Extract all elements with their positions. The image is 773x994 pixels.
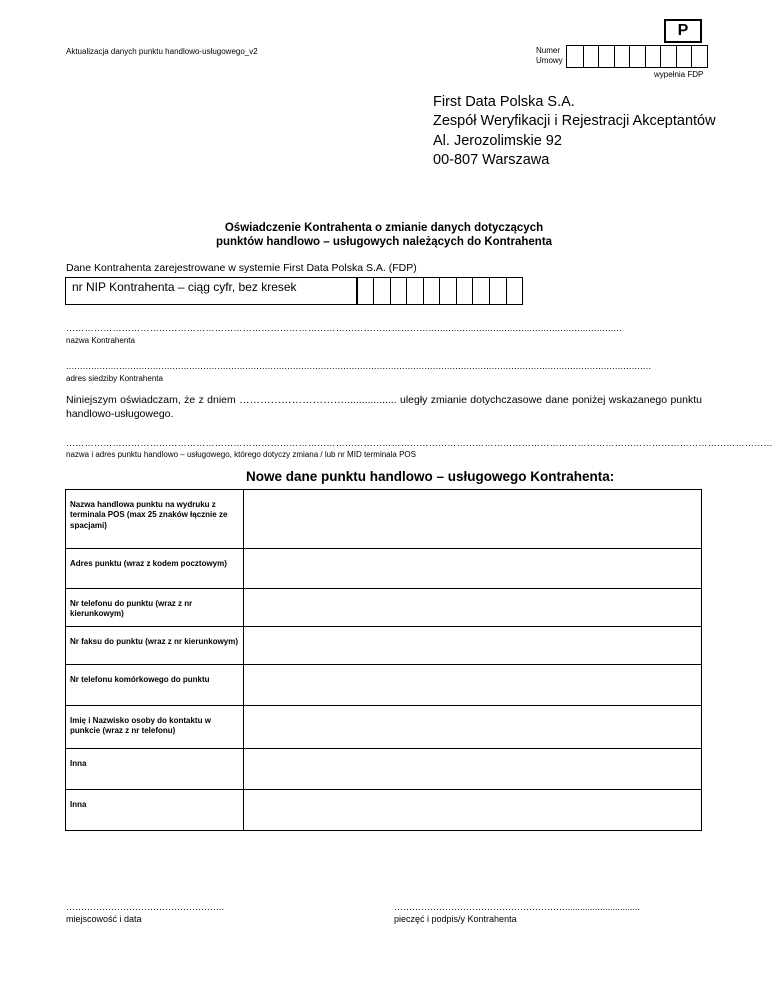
contract-digit-cell[interactable]	[567, 46, 583, 67]
nip-digit-cell[interactable]	[456, 278, 473, 304]
nip-digit-cell[interactable]	[373, 278, 390, 304]
recipient-line: Al. Jerozolimskie 92	[433, 132, 562, 149]
contract-number-field[interactable]	[566, 45, 708, 68]
field-value-cell[interactable]	[243, 790, 701, 831]
contractor-intro: Dane Kontrahenta zarejestrowane w systemie First Data Polska S.A. (FDP)	[66, 262, 417, 274]
table-row	[66, 589, 702, 627]
p-marker: P	[664, 19, 702, 43]
nip-digit-cell[interactable]	[506, 278, 523, 304]
place-date-caption: miejscowość i data	[66, 914, 142, 924]
contract-digit-cell[interactable]	[598, 46, 614, 67]
field-value-cell[interactable]	[243, 665, 701, 706]
nip-digit-cell[interactable]	[489, 278, 506, 304]
point-identifier-line[interactable]: …………………………………………………………………………………………………………………………………………………………………………………………………………	[66, 438, 773, 448]
contract-digit-cell[interactable]	[676, 46, 692, 67]
numer-umowy-label	[536, 46, 563, 65]
document-title	[0, 222, 768, 249]
contract-digit-cell[interactable]	[614, 46, 630, 67]
field-label: Nazwa handlowa punktu na wydruku z terminala POS (max 25 znaków łącznie ze spacjami)	[66, 490, 244, 549]
new-data-heading: Nowe dane punktu handlowo – usługowego Kontrahenta:	[246, 469, 615, 484]
field-value-cell[interactable]	[243, 706, 701, 749]
nip-digit-cell[interactable]	[439, 278, 456, 304]
nip-digit-cell[interactable]	[423, 278, 440, 304]
field-value-cell[interactable]	[243, 627, 701, 665]
field-label: Nr telefonu do punktu (wraz z nr kierunkowym)	[66, 589, 244, 627]
contractor-name-caption: nazwa Kontrahenta	[66, 336, 135, 345]
recipient-line: First Data Polska S.A.	[433, 94, 575, 110]
table-row	[66, 665, 702, 706]
table-row	[66, 490, 702, 549]
nip-digit-cell[interactable]	[406, 278, 423, 304]
field-value-cell[interactable]	[243, 749, 701, 790]
table-row	[66, 627, 702, 665]
filled-by-fdp-note: wypełnia FDP	[654, 70, 704, 79]
field-label: Nr telefonu komórkowego do punktu	[66, 665, 244, 706]
numer-label: Numer	[536, 46, 561, 55]
title-line: punktów handlowo – usługowych należących do Kontrahenta	[215, 235, 553, 248]
table-row	[66, 549, 702, 589]
umowy-label: Umowy	[536, 55, 563, 65]
recipient-address	[433, 93, 716, 170]
field-value-cell[interactable]	[243, 490, 701, 549]
field-label: Adres punktu (wraz z kodem pocztowym)	[66, 549, 244, 589]
place-date-line[interactable]: ……………………………………………..	[66, 902, 225, 912]
contract-digit-cell[interactable]	[583, 46, 599, 67]
field-label: Imię i Nazwisko osoby do kontaktu w punkcie (wraz z nr telefonu)	[66, 706, 244, 749]
table-row	[66, 749, 702, 790]
nip-digit-cell[interactable]	[390, 278, 407, 304]
nip-label: nr NIP Kontrahenta – ciąg cyfr, bez kresek	[66, 278, 357, 304]
new-data-table	[65, 489, 702, 831]
field-label: Nr faksu do punktu (wraz z nr kierunkowym)	[66, 627, 244, 665]
table-row	[66, 706, 702, 749]
nip-digit-cell[interactable]	[472, 278, 489, 304]
contractor-address-line[interactable]: .................................................................................................................................................................................................................	[66, 361, 652, 371]
title-line: Oświadczenie Kontrahenta o zmianie danych dotyczących	[224, 222, 544, 234]
field-value-cell[interactable]	[243, 549, 701, 589]
field-label: Inna	[66, 790, 244, 831]
signature-caption: pieczęć i podpis/y Kontrahenta	[394, 914, 517, 924]
contract-digit-cell[interactable]	[691, 46, 707, 67]
table-row	[66, 790, 702, 831]
contractor-address-caption: adres siedziby Kontrahenta	[66, 374, 163, 383]
contract-digit-cell[interactable]	[629, 46, 645, 67]
signature-line[interactable]: …………………………………………………..............................	[394, 902, 641, 912]
contract-digit-cell[interactable]	[645, 46, 661, 67]
form-code: Aktualizacja danych punktu handlowo-usługowego_v2	[66, 47, 258, 56]
declaration-text: Niniejszym oświadczam, że z dniem ………………………….................. uległy zmianie dotychczasowe dane poniżej wskazanego punktu handlowo-usługowego.	[66, 394, 702, 420]
nip-field[interactable]	[65, 277, 523, 305]
point-identifier-caption: nazwa i adres punktu handlowo – usługowego, którego dotyczy zmiana / lub nr MID terminala POS	[66, 450, 416, 459]
recipient-line: Zespół Weryfikacji i Rejestracji Akceptantów	[433, 113, 716, 130]
contract-digit-cell[interactable]	[660, 46, 676, 67]
field-label: Inna	[66, 749, 244, 790]
nip-digit-cell[interactable]	[357, 278, 374, 304]
field-value-cell[interactable]	[243, 589, 701, 627]
recipient-line: 00-807 Warszawa	[433, 151, 550, 168]
contractor-name-line[interactable]: ……………………………………………………………………………………………………….....................................................................	[66, 323, 622, 333]
